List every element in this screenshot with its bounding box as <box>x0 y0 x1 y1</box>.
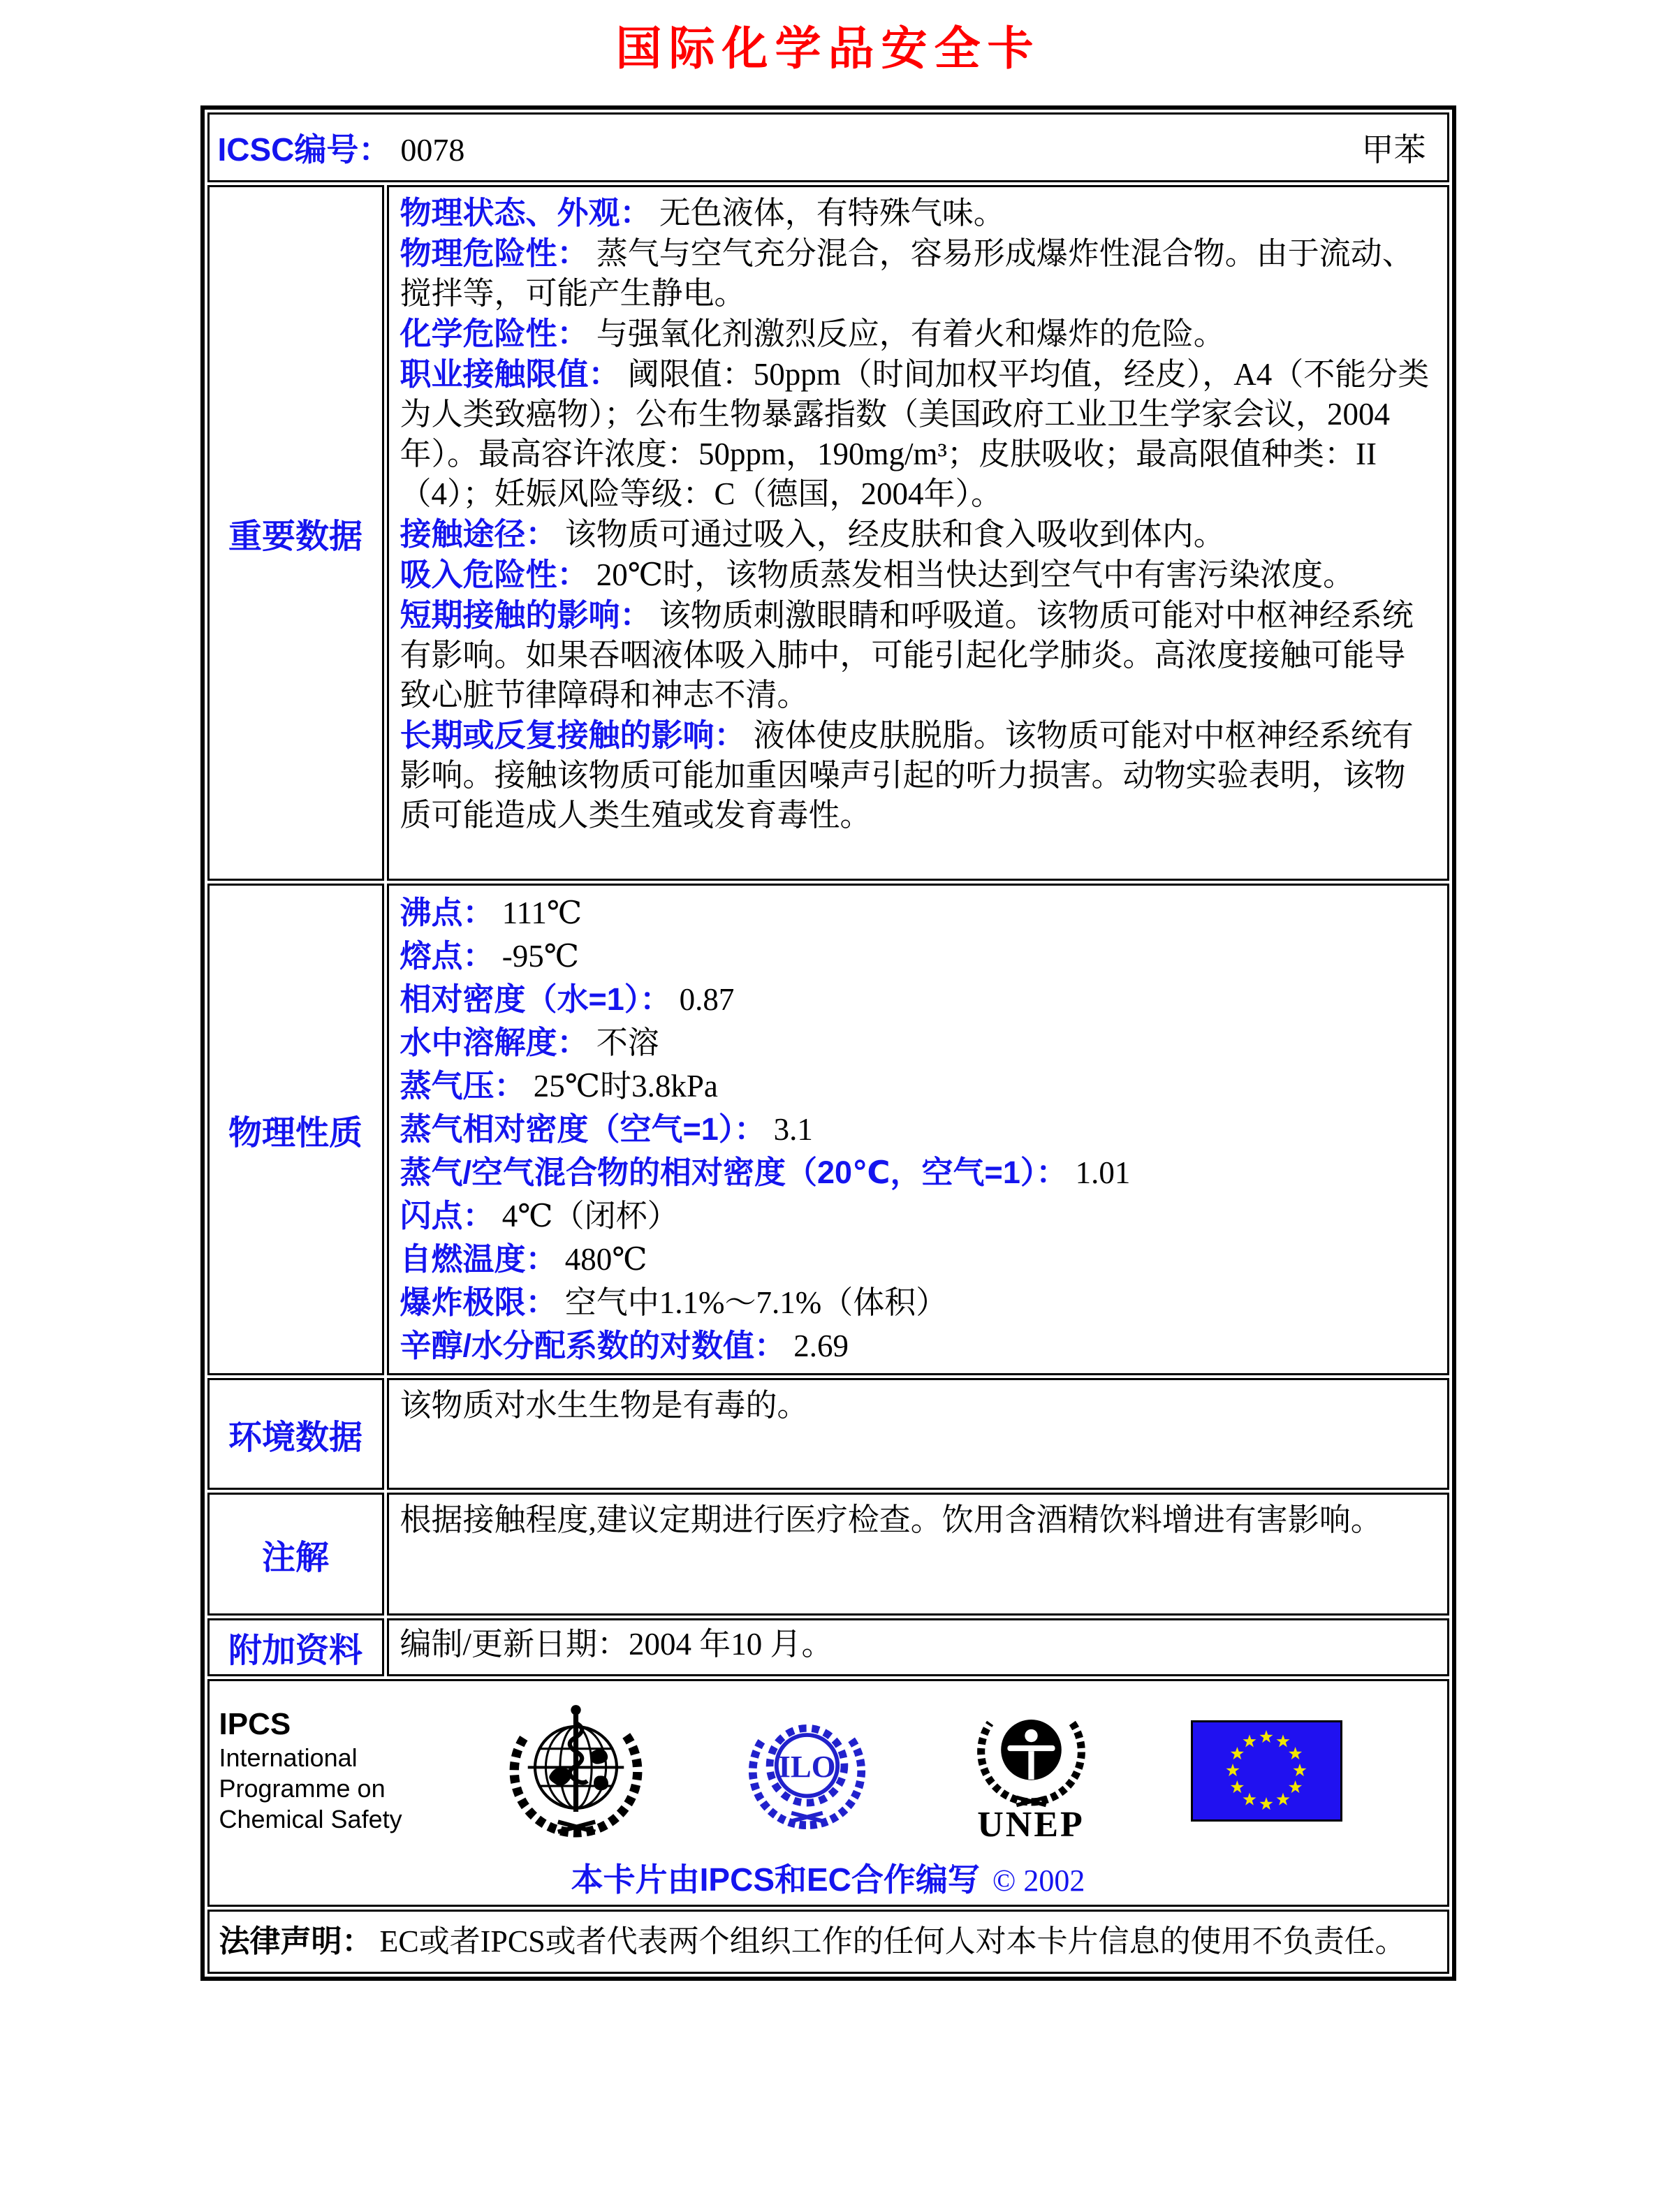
prop-value: 1.01 <box>1075 1155 1131 1190</box>
prop-value: 不溶 <box>596 1025 659 1060</box>
environmental-data-text: 该物质对水生生物是有毒的。 <box>400 1388 809 1423</box>
section-label-additional-info: 附加资料 <box>207 1618 384 1676</box>
section-label-physical-properties: 物理性质 <box>207 884 384 1375</box>
header-row <box>207 112 1449 182</box>
field-text: 该物质刺激眼睛和呼吸道。该物质可能对中枢神经系统有影响。如果吞咽液体吸入肺中，可能引起化学肺炎。高浓度接触可能导致心脏节律障碍和神志不清。 <box>400 598 1414 712</box>
who-logo-icon <box>508 1703 644 1839</box>
ipcs-line: International <box>219 1743 358 1772</box>
field-name: 吸入危险性： <box>400 557 589 592</box>
ipcs-text-block <box>219 1706 409 1835</box>
field-name: 物理危险性： <box>400 235 589 271</box>
environmental-data-content <box>387 1378 1449 1490</box>
additional-info-field: 编制/更新日期： <box>400 1627 629 1662</box>
prop-value: 2.69 <box>793 1328 849 1363</box>
field-name: 物理状态、外观： <box>400 195 652 230</box>
prop-name: 熔点： <box>400 938 494 974</box>
physical-properties-row <box>207 884 1449 1375</box>
copyright-text: © 2002 <box>992 1863 1085 1898</box>
important-data-row <box>207 185 1449 881</box>
field-text: 阈限值：50ppm（时间加权平均值，经皮），A4（不能分类为人类致癌物）；公布生物暴露指数（美国政府工业卫生学家会议，2004年）。最高容许浓度：50ppm，190mg/m³；皮肤吸收；最高限值种类：II（4）；妊娠风险等级：C（德国，2004年）。 <box>400 357 1430 511</box>
notes-content <box>387 1493 1449 1616</box>
prop-value: 480℃ <box>564 1242 647 1277</box>
icsc-number-value: 0078 <box>400 132 465 168</box>
field-text: 蒸气与空气充分混合，容易形成爆炸性混合物。由于流动、搅拌等，可能产生静电。 <box>400 236 1414 311</box>
prop-value: 0.87 <box>679 982 735 1017</box>
footer-row <box>207 1679 1449 1907</box>
field-name: 化学危险性： <box>400 316 589 351</box>
prop-explosive-limits <box>400 1281 1436 1324</box>
legal-cell <box>207 1910 1449 1974</box>
prop-value: 111℃ <box>501 895 582 930</box>
unep-logo-icon <box>970 1697 1092 1808</box>
prop-name: 自燃温度： <box>400 1241 557 1277</box>
additional-info-text <box>400 1625 1436 1664</box>
prop-name: 相对密度（水=1）： <box>400 981 672 1017</box>
icsc-table <box>200 105 1456 1981</box>
prop-octanol-water <box>400 1324 1436 1368</box>
ilo-logo-icon <box>742 1711 872 1830</box>
prop-name: 闪点： <box>400 1198 494 1233</box>
prop-value: -95℃ <box>501 939 580 974</box>
ipcs-line: Programme on <box>219 1774 386 1803</box>
prop-autoignition-temp <box>400 1238 1436 1281</box>
prop-name: 蒸气相对密度（空气=1）： <box>400 1111 766 1147</box>
chemical-name: 甲苯 <box>1361 132 1426 168</box>
notes-row <box>207 1493 1449 1616</box>
field-long-term-effects <box>400 715 1436 835</box>
additional-info-content <box>387 1618 1449 1676</box>
prop-vapor-pressure <box>400 1064 1436 1108</box>
section-label-important-data: 重要数据 <box>207 185 384 881</box>
prop-name: 辛醇/水分配系数的对数值： <box>400 1328 786 1363</box>
prop-value: 3.1 <box>773 1112 813 1147</box>
field-exposure-routes <box>400 514 1436 555</box>
legal-text: EC或者IPCS或者代表两个组织工作的任何人对本卡片信息的使用不负责任。 <box>379 1924 1406 1958</box>
prop-name: 蒸气压： <box>400 1068 526 1104</box>
unep-logo-block <box>970 1697 1092 1845</box>
field-occupational-limits <box>400 354 1436 514</box>
unep-label: UNEP <box>977 1804 1085 1845</box>
prop-value: 4℃（闭杯） <box>501 1199 679 1233</box>
ipcs-acronym: IPCS <box>219 1707 291 1741</box>
credit-line <box>210 1854 1447 1900</box>
prop-value: 25℃时3.8kPa <box>533 1069 718 1104</box>
additional-info-value: 2004 年10 月。 <box>629 1627 833 1662</box>
credit-text: 本卡片由IPCS和EC合作编写 <box>571 1861 980 1898</box>
prop-flash-point <box>400 1194 1436 1238</box>
footer-cell <box>207 1679 1449 1907</box>
field-text: 与强氧化剂激烈反应，有着火和爆炸的危险。 <box>596 316 1225 351</box>
ilo-letters: ILO <box>778 1749 835 1785</box>
legal-row <box>207 1910 1449 1974</box>
section-label-notes: 注解 <box>207 1493 384 1616</box>
field-text: 该物质可通过吸入，经皮肤和食入吸收到体内。 <box>564 517 1225 552</box>
notes-text: 根据接触程度,建议定期进行医疗检查。饮用含酒精饮料增进有害影响。 <box>400 1502 1382 1537</box>
prop-name: 爆炸极限： <box>400 1284 557 1320</box>
prop-value: 空气中1.1%～7.1%（体积） <box>564 1285 948 1320</box>
field-name: 长期或反复接触的影响： <box>400 717 746 753</box>
prop-boiling-point <box>400 891 1436 935</box>
eu-flag-icon <box>1191 1720 1342 1822</box>
prop-name: 沸点： <box>400 895 494 930</box>
field-text: 20℃时，该物质蒸发相当快达到空气中有害污染浓度。 <box>596 557 1355 592</box>
page-title: 国际化学品安全卡 <box>615 24 1041 75</box>
prop-name: 蒸气/空气混合物的相对密度（20℃，空气=1）： <box>400 1155 1068 1190</box>
field-short-term-effects <box>400 595 1436 715</box>
section-label-environmental-data: 环境数据 <box>207 1378 384 1490</box>
prop-relative-density <box>400 978 1436 1021</box>
physical-properties-content <box>387 884 1449 1375</box>
legal-label: 法律声明： <box>219 1924 373 1958</box>
additional-info-row <box>207 1618 1449 1676</box>
icsc-number-label: ICSC编号： <box>217 131 391 168</box>
logo-strip <box>210 1688 1447 1850</box>
environmental-data-row <box>207 1378 1449 1490</box>
prop-melting-point <box>400 935 1436 978</box>
field-physical-state <box>400 193 1436 233</box>
field-chemical-danger <box>400 314 1436 354</box>
field-name: 职业接触限值： <box>400 356 620 392</box>
field-text: 无色液体，有特殊气味。 <box>659 196 1005 230</box>
field-inhalation-risk <box>400 555 1436 595</box>
icsc-number-group <box>218 124 465 170</box>
header-cell <box>207 112 1449 182</box>
prop-water-solubility <box>400 1021 1436 1064</box>
field-physical-danger <box>400 233 1436 314</box>
prop-name: 水中溶解度： <box>400 1025 589 1060</box>
ipcs-line: Chemical Safety <box>219 1805 402 1833</box>
prop-vapor-air-density <box>400 1151 1436 1194</box>
prop-vapor-density <box>400 1108 1436 1151</box>
field-name: 短期接触的影响： <box>400 597 652 633</box>
field-text: 液体使皮肤脱脂。该物质可能对中枢神经系统有影响。接触该物质可能加重因噪声引起的听力损害。动物实验表明，该物质可能造成人类生殖或发育毒性。 <box>400 718 1414 833</box>
important-data-content <box>387 185 1449 881</box>
field-name: 接触途径： <box>400 516 557 552</box>
